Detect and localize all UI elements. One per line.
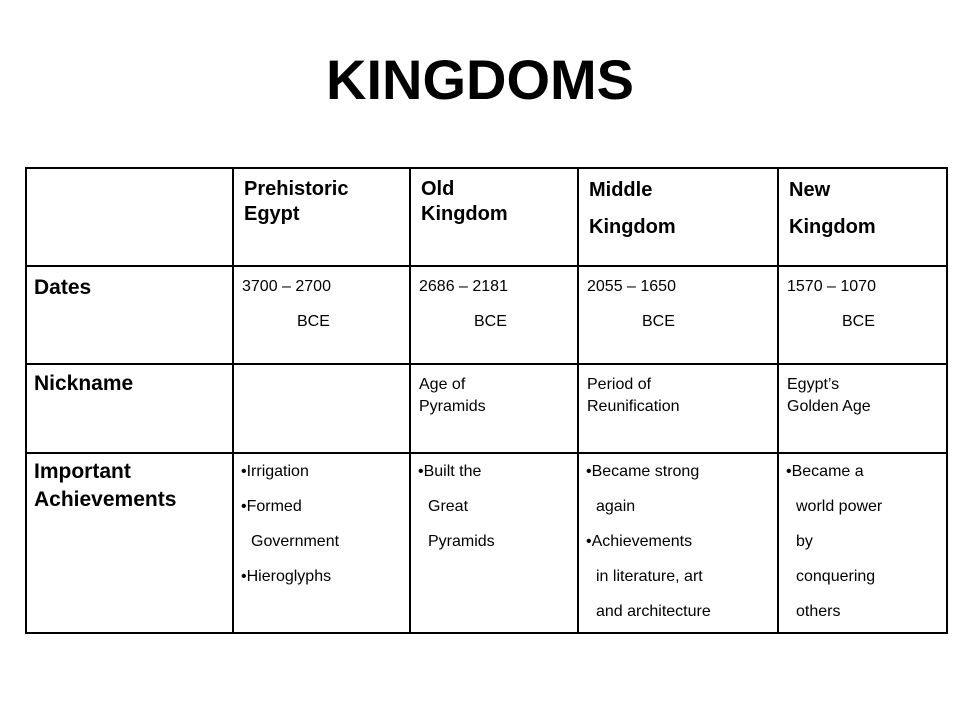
achievements-row bbox=[26, 453, 947, 633]
corner-cell bbox=[26, 168, 233, 266]
page-title: KINGDOMS bbox=[326, 48, 634, 111]
achievements-cell: •Built the Great Pyramids bbox=[410, 453, 578, 633]
nickname-cell: Egypt’s Golden Age bbox=[778, 364, 947, 453]
date-cell: 3700 – 2700 BCE bbox=[233, 266, 410, 364]
row-label-nickname: Nickname bbox=[26, 364, 233, 453]
dates-row bbox=[26, 266, 947, 364]
achievements-cell: •Became strong again •Achievements in literature, art and architecture bbox=[578, 453, 778, 633]
kingdoms-table bbox=[25, 167, 948, 634]
column-header-middle-kingdom: Middle Kingdom bbox=[578, 168, 778, 266]
column-header-prehistoric: Prehistoric Egypt bbox=[233, 168, 410, 266]
date-cell: 2055 – 1650 BCE bbox=[578, 266, 778, 364]
column-header-old-kingdom: Old Kingdom bbox=[410, 168, 578, 266]
header-row bbox=[26, 168, 947, 266]
column-header-new-kingdom: New Kingdom bbox=[778, 168, 947, 266]
nickname-cell bbox=[233, 364, 410, 453]
date-cell: 2686 – 2181 BCE bbox=[410, 266, 578, 364]
row-label-dates: Dates bbox=[26, 266, 233, 364]
date-cell: 1570 – 1070 BCE bbox=[778, 266, 947, 364]
achievements-cell: •Irrigation •Formed Government •Hieroglyphs bbox=[233, 453, 410, 633]
achievements-cell: •Became a world power by conquering others bbox=[778, 453, 947, 633]
nickname-cell: Period of Reunification bbox=[578, 364, 778, 453]
nickname-cell: Age of Pyramids bbox=[410, 364, 578, 453]
nickname-row bbox=[26, 364, 947, 453]
row-label-achievements: Important Achievements bbox=[26, 453, 233, 633]
